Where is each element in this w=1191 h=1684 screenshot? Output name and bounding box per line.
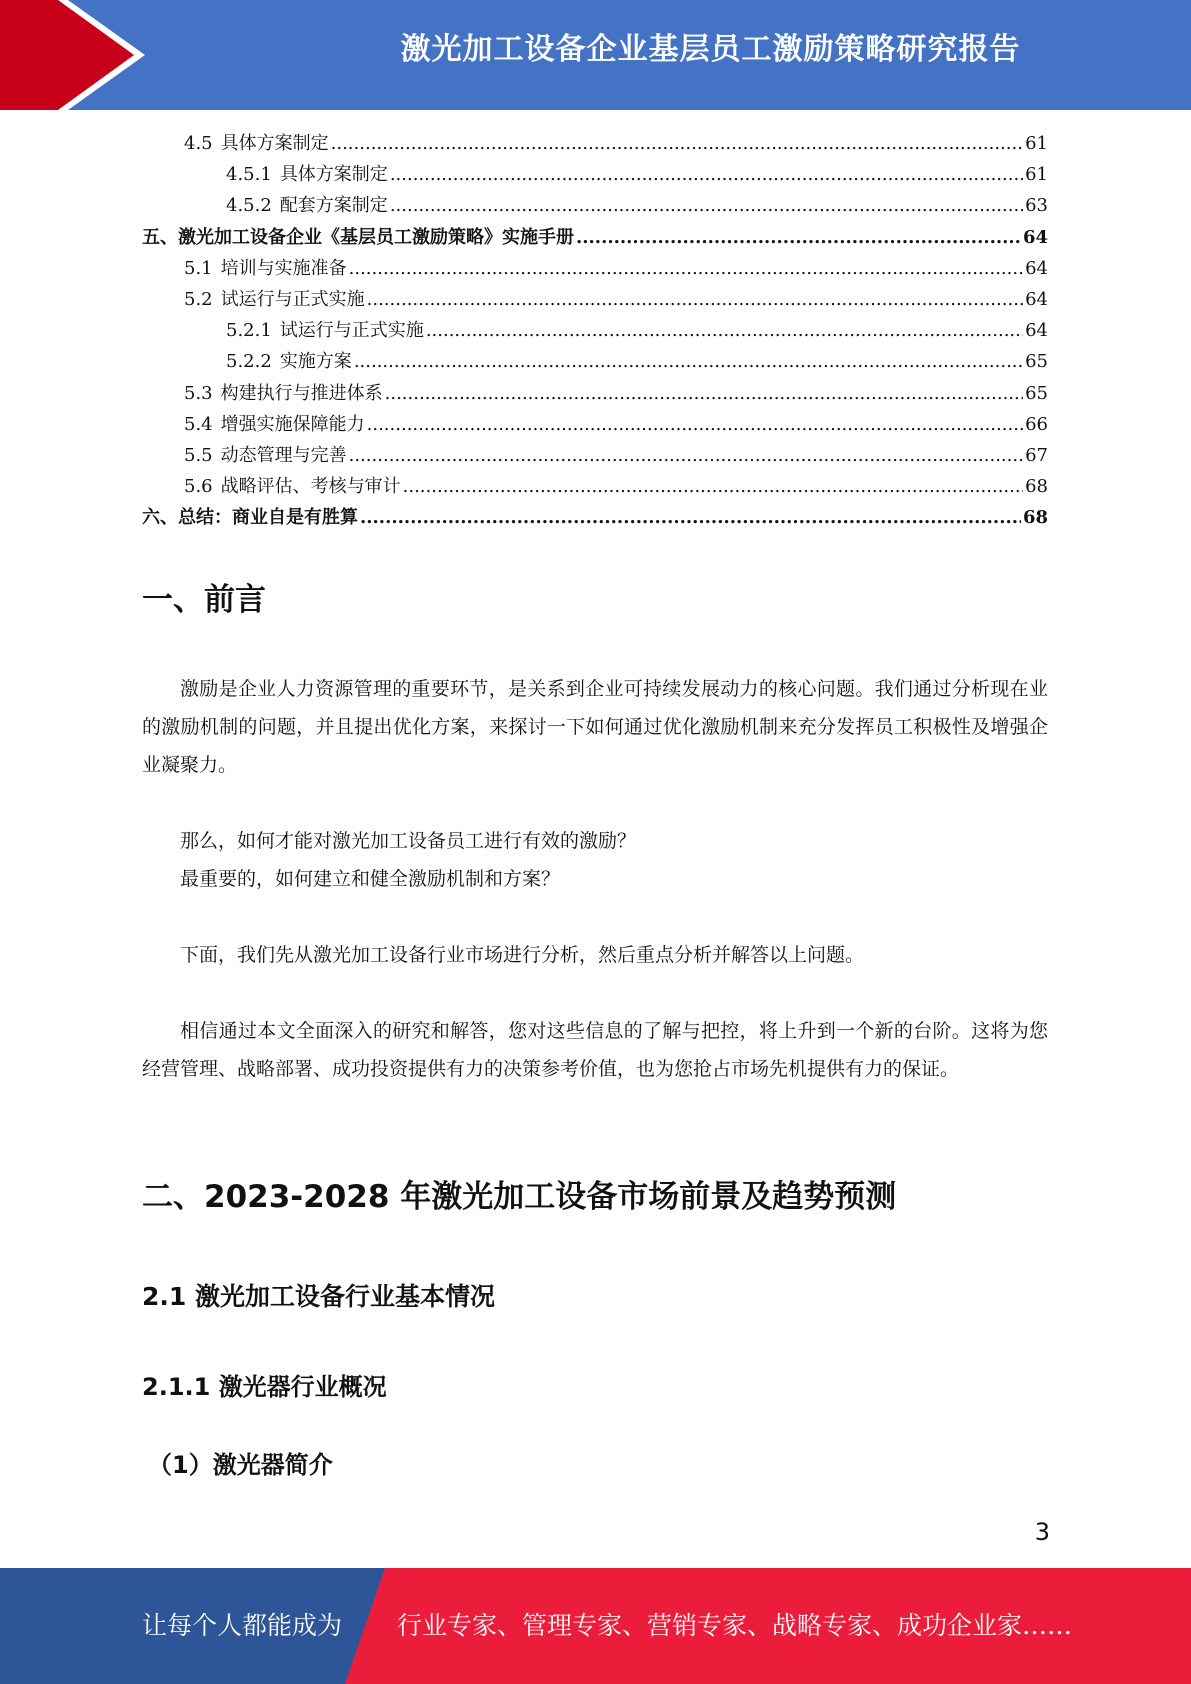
toc-dot-leader (426, 315, 1023, 346)
toc-entry-title: 配套方案制定 (279, 195, 388, 217)
subsection-heading-laser-intro: （1）激光器简介 (148, 1451, 333, 1479)
toc-entry-title: 五、激光加工设备企业《基层员工激励策略》实施手册 (142, 226, 574, 248)
preface-question-2: 最重要的，如何建立和健全激励机制和方案？ (180, 868, 561, 890)
toc-entry-number: 5.5 (184, 444, 213, 466)
toc-dot-leader (349, 440, 1023, 471)
toc-entry[interactable] (142, 315, 1048, 346)
toc-entry-number: 5.3 (184, 382, 213, 404)
toc-entry-page: 65 (1025, 351, 1048, 373)
header-banner (0, 0, 1191, 110)
toc-entry[interactable] (142, 190, 1048, 221)
toc-entry-title: 六、总结：商业自是有胜算 (142, 507, 358, 529)
footer-slogan-left: 让每个人都能成为 (142, 1611, 343, 1640)
toc-entry-title: 战略评估、考核与审计 (220, 476, 401, 498)
table-of-contents (142, 128, 1048, 533)
toc-entry[interactable] (142, 284, 1048, 315)
toc-entry-number: 4.5.2 (226, 195, 272, 217)
toc-entry[interactable] (142, 222, 1048, 253)
preface-paragraph-4: 相信通过本文全面深入的研究和解答，您对这些信息的了解与把控，将上升到一个新的台阶。这将为您经营管理、战略部署、成功投资提供有力的决策参考价值，也为您抢占市场先机提供有力的保证。 (142, 1020, 1048, 1080)
section-heading-preface: 一、前言 (142, 582, 266, 618)
toc-dot-leader (360, 502, 1021, 533)
toc-entry-page: 68 (1022, 507, 1048, 529)
toc-entry-title: 具体方案制定 (279, 164, 388, 186)
header-arrow-graphic (0, 0, 160, 110)
toc-entry-page: 64 (1025, 288, 1048, 310)
toc-entry-page: 61 (1025, 133, 1048, 154)
toc-entry[interactable] (142, 440, 1048, 471)
toc-entry-number: 4.5.1 (226, 164, 272, 186)
toc-entry-number: 5.2.2 (226, 351, 272, 373)
toc-dot-leader (349, 253, 1023, 284)
toc-dot-leader (385, 378, 1023, 409)
subsection-heading-2-1: 2.1 激光加工设备行业基本情况 (142, 1282, 495, 1311)
toc-entry-title: 动态管理与完善 (220, 444, 347, 466)
toc-entry-number: 5.2.1 (226, 320, 272, 342)
toc-entry-page: 64 (1025, 320, 1048, 342)
toc-entry-page: 61 (1025, 164, 1048, 186)
toc-entry-page: 68 (1025, 476, 1048, 498)
toc-dot-leader (403, 471, 1023, 502)
footer-slogan-right: 行业专家、管理专家、营销专家、战略专家、成功企业家…… (397, 1611, 1073, 1640)
preface-paragraph-1: 激励是企业人力资源管理的重要环节，是关系到企业可持续发展动力的核心问题。我们通过分析现在业的激励机制的问题，并且提出优化方案，来探讨一下如何通过优化激励机制来充分发挥员工积极性及增强企业凝聚力。 (142, 678, 1048, 776)
toc-dot-leader (331, 128, 1023, 159)
toc-dot-leader (367, 284, 1023, 315)
toc-entry-title: 实施方案 (279, 351, 352, 373)
toc-entry[interactable] (142, 128, 1048, 159)
preface-paragraph-3: 下面，我们先从激光加工设备行业市场进行分析，然后重点分析并解答以上问题。 (180, 944, 865, 966)
subsection-heading-2-1-1: 2.1.1 激光器行业概况 (142, 1373, 387, 1401)
toc-entry[interactable] (142, 471, 1048, 502)
toc-dot-leader (367, 409, 1023, 440)
preface-question-1: 那么，如何才能对激光加工设备员工进行有效的激励？ (180, 830, 637, 852)
toc-entry[interactable] (142, 159, 1048, 190)
toc-entry-page: 67 (1025, 444, 1048, 466)
toc-dot-leader (390, 159, 1023, 190)
toc-entry-title: 具体方案制定 (220, 133, 329, 154)
toc-entry-page: 64 (1022, 226, 1048, 248)
toc-entry-number: 5.2 (184, 288, 213, 310)
toc-entry[interactable] (142, 378, 1048, 409)
footer-banner (0, 1568, 1191, 1684)
toc-entry[interactable] (142, 346, 1048, 377)
toc-entry-title: 培训与实施准备 (220, 257, 347, 279)
section-heading-market-outlook: 二、2023-2028 年激光加工设备市场前景及趋势预测 (142, 1179, 897, 1215)
toc-entry-number: 5.4 (184, 413, 213, 435)
toc-dot-leader (390, 190, 1023, 221)
toc-entry-title: 试运行与正式实施 (279, 320, 424, 342)
toc-entry-title: 试运行与正式实施 (220, 288, 365, 310)
toc-entry-page: 63 (1025, 195, 1048, 217)
toc-entry[interactable] (142, 253, 1048, 284)
toc-entry-number: 5.1 (184, 257, 213, 279)
toc-entry-number: 4.5 (184, 133, 213, 154)
toc-entry-page: 64 (1025, 257, 1048, 279)
page-number: 3 (1034, 1518, 1050, 1546)
header-title: 激光加工设备企业基层员工激励策略研究报告 (400, 32, 1021, 67)
toc-entry[interactable] (142, 409, 1048, 440)
toc-entry-page: 66 (1025, 413, 1048, 435)
toc-entry-page: 65 (1025, 382, 1048, 404)
toc-entry[interactable] (142, 502, 1048, 533)
toc-entry-number: 5.6 (184, 476, 213, 498)
toc-dot-leader (354, 346, 1023, 377)
toc-entry-title: 增强实施保障能力 (220, 413, 365, 435)
toc-dot-leader (576, 222, 1021, 253)
toc-entry-title: 构建执行与推进体系 (220, 382, 383, 404)
